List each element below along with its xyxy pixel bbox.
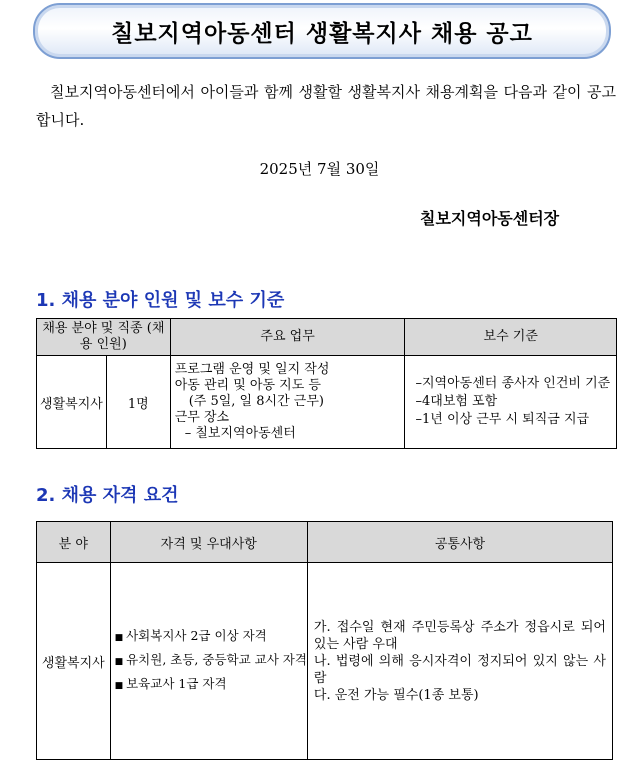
- duty-line: 근무 장소: [174, 410, 230, 425]
- cell-field: 생활복지사: [37, 563, 111, 760]
- notice-date: 2025년 7월 30일: [259, 160, 380, 178]
- pay-line: –4대보험 포함: [415, 394, 498, 409]
- signer-name: 칠보지역아동센터장: [420, 209, 560, 228]
- recruitment-table: [36, 318, 617, 449]
- square-bullet-icon: ■: [114, 633, 124, 643]
- intro-paragraph: 칠보지역아동센터에서 아이들과 함께 생활할 생활복지사 채용계획을 다음과 같이 공고합니다.: [36, 83, 616, 129]
- section1-heading: 1. 채용 분야 인원 및 보수 기준: [36, 290, 285, 311]
- qual-item: ■ 유치원, 초등, 중등학교 교사 자격: [114, 652, 307, 667]
- pay-line: –지역아동센터 종사자 인건비 기준: [415, 376, 611, 391]
- duty-line: 프로그램 운영 및 일지 작성: [174, 362, 330, 377]
- qualifications-table: [36, 521, 613, 760]
- common-item: 다. 운전 가능 필수(1종 보통): [313, 687, 479, 703]
- square-bullet-icon: ■: [114, 681, 124, 691]
- header-field: 분 야: [37, 522, 111, 563]
- header-field: 채용 분야 및 직종 (채용 인원): [37, 319, 171, 356]
- header-pay: 보수 기준: [405, 319, 617, 356]
- qual-item: ■ 보육교사 1급 자격: [114, 676, 227, 691]
- page-title: 칠보지역아동센터 생활복지사 채용 공고: [111, 20, 533, 47]
- duty-line: 아동 관리 및 아동 지도 등: [174, 378, 321, 393]
- header-common: 공통사항: [307, 522, 612, 563]
- duty-line: – 칠보지역아동센터: [184, 426, 296, 441]
- common-item: 나. 법령에 의해 응시자격이 정지되어 있지 않는 사람: [313, 653, 606, 686]
- header-duties: 주요 업무: [170, 319, 405, 356]
- cell-count: 1명: [106, 356, 170, 449]
- cell-pay: [405, 356, 617, 449]
- common-item: 가. 접수일 현재 주민등록상 주소가 정읍시로 되어 있는 사람 우대: [313, 619, 606, 652]
- cell-quals: [110, 563, 307, 760]
- cell-duties: [170, 356, 405, 449]
- header-quals: 자격 및 우대사항: [110, 522, 307, 563]
- pay-line: –1년 이상 근무 시 퇴직금 지급: [415, 412, 590, 427]
- square-bullet-icon: ■: [114, 657, 124, 667]
- qual-item: ■ 사회복지사 2급 이상 자격: [114, 628, 267, 643]
- section2-heading: 2. 채용 자격 요건: [36, 485, 179, 506]
- title-banner: [33, 3, 611, 59]
- duty-line: (주 5일, 일 8시간 근무): [188, 394, 324, 409]
- cell-common: [307, 563, 612, 760]
- cell-field: 생활복지사: [37, 356, 107, 449]
